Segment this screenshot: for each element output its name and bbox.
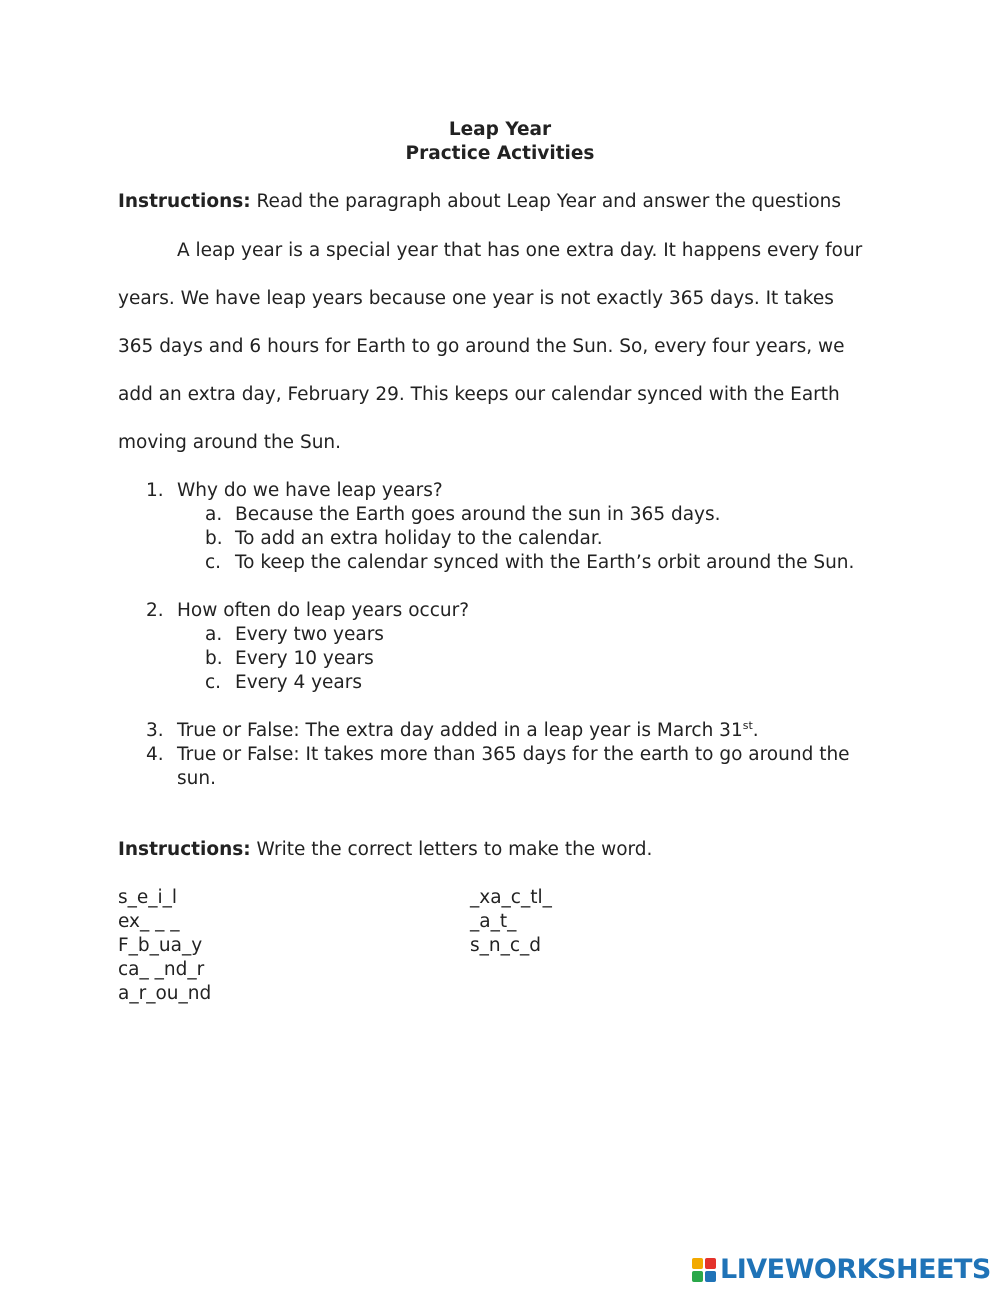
question-number: 1. — [146, 480, 164, 501]
option-text: Every 4 years — [235, 672, 363, 693]
ordinal-suffix: st — [742, 719, 753, 732]
paragraph-line: add an extra day, February 29. This keeps our calendar synced with the Earth — [118, 384, 840, 405]
question-number: 3. — [146, 720, 164, 741]
question-text-suffix: . — [752, 720, 759, 741]
option-text: Because the Earth goes around the sun in 365 days. — [235, 504, 721, 525]
question-text: Why do we have leap years? — [177, 480, 443, 501]
option-letter: b. — [205, 528, 223, 549]
question-text-continuation: sun. — [177, 768, 216, 789]
instructions-text: Write the correct letters to make the word. — [250, 839, 653, 860]
page-title: Leap Year — [448, 119, 552, 140]
word-puzzle: s_n_c_d — [470, 935, 542, 956]
option-letter: a. — [205, 624, 223, 645]
word-puzzle: a_r_ou_nd — [118, 983, 212, 1004]
question-text: How often do leap years occur? — [177, 600, 470, 621]
paragraph-line: years. We have leap years because one year is not exactly 365 days. It takes — [118, 288, 834, 309]
option-letter: c. — [205, 672, 222, 693]
option-letter: a. — [205, 504, 223, 525]
logo-square — [705, 1258, 716, 1269]
word-puzzle: s_e_i_l — [118, 887, 178, 908]
question-text — [177, 719, 759, 743]
option-letter: c. — [205, 552, 222, 573]
paragraph-line: moving around the Sun. — [118, 432, 342, 453]
logo-text: LIVEWORKSHEETS — [720, 1254, 991, 1285]
instructions-label: Instructions: — [118, 839, 251, 860]
word-puzzle: ca_ _nd_r — [118, 959, 205, 980]
word-puzzle: _a_t_ — [470, 911, 517, 932]
logo-square — [692, 1271, 703, 1282]
paragraph-line: A leap year is a special year that has one extra day. It happens every four — [177, 240, 863, 261]
logo-square — [692, 1258, 703, 1269]
question-number: 2. — [146, 600, 164, 621]
page-subtitle: Practice Activities — [405, 143, 595, 164]
liveworksheets-logo — [692, 1255, 991, 1285]
word-puzzle: _xa_c_tl_ — [470, 887, 552, 908]
instructions-label: Instructions: — [118, 191, 251, 212]
option-text: Every 10 years — [235, 648, 374, 669]
option-text: To keep the calendar synced with the Earth’s orbit around the Sun. — [235, 552, 855, 573]
word-puzzle: F_b_ua_y — [118, 935, 203, 956]
question-text: True or False: It takes more than 365 days for the earth to go around the — [177, 744, 850, 765]
instructions-text: Read the paragraph about Leap Year and answer the questions — [250, 191, 842, 212]
instructions-reading — [118, 190, 841, 214]
instructions-spelling — [118, 838, 652, 862]
option-text: Every two years — [235, 624, 384, 645]
paragraph-line: 365 days and 6 hours for Earth to go around the Sun. So, every four years, we — [118, 336, 845, 357]
question-text-main: True or False: The extra day added in a leap year is March 31 — [177, 720, 743, 741]
option-text: To add an extra holiday to the calendar. — [235, 528, 603, 549]
question-number: 4. — [146, 744, 164, 765]
logo-squares-icon — [692, 1258, 716, 1282]
logo-square — [705, 1271, 716, 1282]
word-puzzle: ex_ _ _ — [118, 911, 180, 932]
option-letter: b. — [205, 648, 223, 669]
